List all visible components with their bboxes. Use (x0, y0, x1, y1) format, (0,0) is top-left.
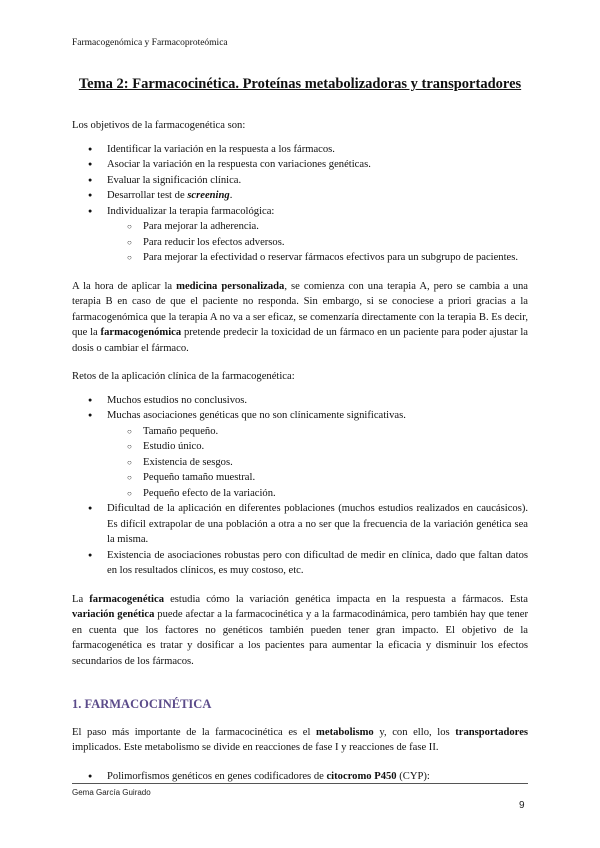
challenges-list (72, 393, 528, 579)
text-run: El paso más importante de la farmacocinética es el (72, 726, 317, 738)
text-run: A la hora de aplicar la (72, 280, 177, 292)
running-header: Farmacogenómica y Farmacoproteómica (72, 38, 228, 48)
objectives-intro: Los objetivos de la farmacogenética son: (72, 120, 246, 131)
text-run: y, con ello, los (373, 726, 456, 738)
list-item: ● Existencia de asociaciones robustas pero con dificultad de medir en clínica, dado que faltan datos en los resultados clínicos, es muy costoso, etc. (88, 548, 528, 579)
footer-author: Gema García Guirado (72, 788, 151, 797)
sub-list-item: ○ Pequeño efecto de la variación. (127, 486, 528, 502)
document-body (72, 118, 528, 784)
text-run: (CYP): (396, 770, 430, 782)
text-run: pretende predecir la toxicidad de un fármaco en un paciente para poder ajustar la dosis o cambiar el fármaco. (72, 327, 528, 354)
bold-term: metabolismo (316, 726, 374, 738)
bold-term: farmacogenética (89, 593, 164, 605)
list-item-period: . (229, 190, 233, 201)
section-heading: 1. FARMACOCINÉTICA (72, 697, 212, 711)
list-item-text: Desarrollar test de (107, 190, 188, 201)
list-item: ● Dificultad de la aplicación en diferentes poblaciones (muchos estudios realizados en caucásicos). Es difícil extrapolar de una población a otra a no ser que la frecuencia de la variación genética sea la misma. (88, 501, 528, 548)
text-run: La (72, 593, 90, 605)
bold-term: citocromo P450 (326, 770, 397, 782)
text-run: Polimorfismos genéticos en genes codificadores de (107, 770, 327, 782)
objectives-list (72, 142, 528, 266)
screening-term: screening (187, 190, 230, 201)
polymorphisms-list (72, 769, 528, 785)
sub-list-item: ○ Pequeño tamaño muestral. (127, 470, 528, 486)
text-run: , se comienza con una terapia A, pero se cambia a una terapia B en caso de que el paciente no responda. Sin embargo, si se conociese a priori gracias a la farmacogenómica que la terapia A no va a ser eficaz, se comenzaría directamente con la terapia B. Es decir, que la (72, 280, 529, 338)
pharmacogenetics-paragraph (72, 592, 528, 670)
bold-term: farmacogenómica (100, 327, 182, 338)
sub-list-item: ○ Tamaño pequeño. (127, 424, 528, 440)
sub-list-item: ○ Para mejorar la adherencia. (127, 219, 528, 235)
text-run: estudia cómo la variación genética impacta en la respuesta a fármacos. Esta (164, 593, 529, 605)
bold-term: variación genética (72, 609, 155, 620)
list-item: ● Muchos estudios no conclusivos. (88, 393, 528, 409)
sub-list-item: ○ Para reducir los efectos adversos. (127, 235, 528, 251)
list-item (88, 769, 528, 785)
sub-list-item: ○ Para mejorar la efectividad o reservar fármacos efectivos para un subgrupo de pacientes. (127, 250, 528, 266)
bold-term: transportadores (455, 726, 529, 738)
sub-list-item: ○ Existencia de sesgos. (127, 455, 528, 471)
text-run: puede afectar a la farmacocinética y a la farmacodinámica, pero también hay que tener en cuenta que los factores no genéticos también pueden tener gran impacto. El objetivo de la farmacogenética es tratar y dosificar a los pacientes para aumentar la eficacia y disminuir los efectos secundarios de los fármacos. (72, 609, 528, 667)
challenges-intro: Retos de la aplicación clínica de la farmacogenética: (72, 371, 295, 382)
list-item: ● Evaluar la significación clínica. (88, 173, 528, 189)
list-item: ● Asociar la variación en la respuesta con variaciones genéticas. (88, 157, 528, 173)
list-item: ● Identificar la variación en la respuesta a los fármacos. (88, 142, 528, 158)
list-item (88, 188, 528, 204)
page-number: 9 (519, 800, 525, 811)
list-item: ● Muchas asociaciones genéticas que no son clínicamente significativas. (88, 408, 528, 424)
footer-divider (72, 783, 528, 784)
personalized-medicine-paragraph (72, 279, 528, 357)
text-run: implicados. Este metabolismo se divide en reacciones de fase I y reacciones de fase II. (72, 742, 439, 753)
list-item: ● Individualizar la terapia farmacológica: (88, 204, 528, 220)
bold-term: medicina personalizada (176, 280, 285, 292)
pharmacokinetics-paragraph (72, 725, 528, 756)
sub-list-item: ○ Estudio único. (127, 439, 528, 455)
page-title: Tema 2: Farmacocinética. Proteínas metabolizadoras y transportadores (78, 76, 522, 92)
